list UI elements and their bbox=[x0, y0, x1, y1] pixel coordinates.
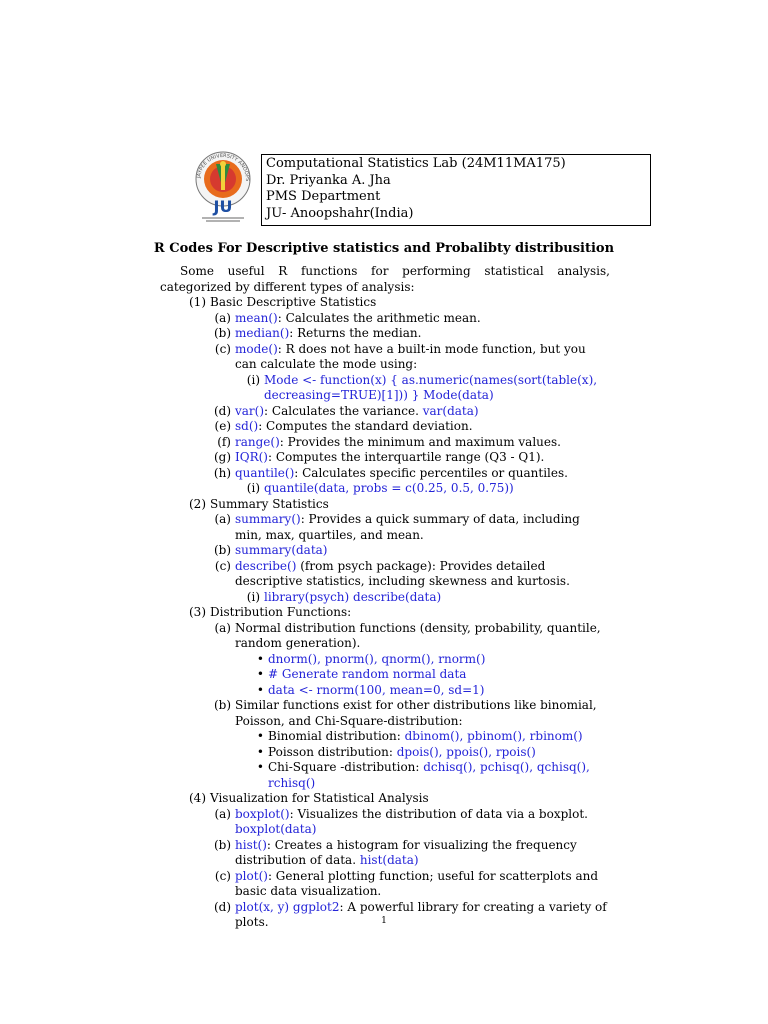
code-snippet: describe() bbox=[235, 558, 297, 573]
list-marker: (e) bbox=[214, 419, 231, 433]
list-marker: (h) bbox=[213, 465, 231, 480]
bullet-item bbox=[160, 652, 610, 668]
list-marker: (2) bbox=[189, 496, 206, 511]
list-marker: • bbox=[256, 667, 264, 681]
section-title: Basic Descriptive Statistics bbox=[210, 295, 377, 309]
code-snippet: IQR() bbox=[235, 450, 268, 464]
intro-paragraph: Some useful R functions for performing statistical analysis, categorized by different types of analysis: bbox=[160, 264, 610, 294]
code-snippet: median() bbox=[235, 326, 290, 340]
code-snippet: var() bbox=[235, 403, 265, 418]
code-snippet: dnorm(), pnorm(), qnorm(), rnorm() bbox=[268, 651, 486, 666]
list-marker: (4) bbox=[189, 791, 206, 805]
sub-item bbox=[160, 373, 610, 404]
item-text: : Calculates the variance. bbox=[264, 403, 423, 418]
item-text: Normal distribution functions (density, probability, quantile, random generation). bbox=[235, 620, 601, 650]
svg-text:JAYPEE UNIVERSITY ANOOPSHAHR: JAYPEE UNIVERSITY ANOOPS bbox=[196, 152, 251, 182]
list-item bbox=[160, 512, 610, 543]
list-marker: (1) bbox=[189, 295, 206, 309]
list-marker: (a) bbox=[214, 310, 231, 325]
list-marker: (a) bbox=[214, 512, 231, 526]
code-snippet: plot(x, y) ggplot2 bbox=[235, 899, 340, 914]
section-heading bbox=[160, 295, 610, 311]
section-title: Visualization for Statistical Analysis bbox=[210, 791, 429, 805]
list-item bbox=[160, 698, 610, 729]
bullet-item bbox=[160, 729, 610, 745]
code-snippet: mode() bbox=[235, 341, 278, 356]
list-item bbox=[160, 419, 610, 435]
document-body bbox=[160, 264, 610, 931]
list-item bbox=[160, 559, 610, 590]
code-snippet: quantile(data, probs = c(0.25, 0.5, 0.75)) bbox=[264, 481, 514, 495]
bullet-text: Poisson distribution: bbox=[268, 744, 397, 759]
item-text: (from psych package): Provides detailed descriptive statistics, including skewness and kurtosis. bbox=[235, 558, 570, 588]
list-marker: (b) bbox=[213, 326, 231, 340]
list-marker: (f) bbox=[217, 434, 231, 449]
institution: JU- Anoopshahr(India) bbox=[266, 205, 414, 221]
list-marker: • bbox=[256, 651, 264, 666]
item-text: : A powerful library for creating a variety of plots. bbox=[235, 899, 607, 929]
list-marker: (d) bbox=[213, 403, 231, 418]
item-text: : Computes the interquartile range (Q3 - Q1). bbox=[267, 450, 545, 464]
bullet-item bbox=[160, 683, 610, 699]
sub-item bbox=[160, 481, 610, 497]
code-example: var(data) bbox=[422, 403, 479, 418]
bullet-item bbox=[160, 760, 610, 791]
course-info-box bbox=[261, 154, 651, 226]
course-title: Computational Statistics Lab (24M11MA175) bbox=[266, 156, 566, 171]
list-marker: (i) bbox=[246, 589, 260, 604]
list-marker: (3) bbox=[189, 605, 206, 619]
list-marker: (c) bbox=[214, 341, 231, 356]
list-marker: (a) bbox=[214, 620, 231, 635]
list-marker: (b) bbox=[213, 543, 231, 557]
item-text: : Visualizes the distribution of data via a boxplot. bbox=[289, 806, 588, 821]
list-marker: • bbox=[256, 729, 264, 743]
code-snippet: dbinom(), pbinom(), rbinom() bbox=[404, 729, 583, 743]
document-title: R Codes For Descriptive statistics and Probalibty distribusition bbox=[153, 241, 615, 256]
section-title: Summary Statistics bbox=[210, 496, 329, 511]
section-heading bbox=[160, 497, 610, 513]
code-snippet: range() bbox=[235, 434, 280, 449]
code-snippet: quantile() bbox=[235, 465, 295, 480]
section-heading bbox=[160, 605, 610, 621]
list-marker: (i) bbox=[246, 372, 260, 387]
code-snippet: dpois(), ppois(), rpois() bbox=[396, 744, 536, 759]
bullet-text: Binomial distribution: bbox=[268, 729, 405, 743]
code-snippet: data <- rnorm(100, mean=0, sd=1) bbox=[268, 682, 485, 697]
svg-text:JU: JU bbox=[213, 197, 233, 216]
sub-item bbox=[160, 590, 610, 606]
list-marker: • bbox=[256, 682, 264, 697]
list-marker: (g) bbox=[213, 450, 231, 464]
code-example: hist(data) bbox=[359, 853, 419, 867]
list-item bbox=[160, 450, 610, 466]
list-item bbox=[160, 543, 610, 559]
bullet-text: Chi-Square -distribution: bbox=[268, 760, 424, 774]
code-example: boxplot(data) bbox=[235, 822, 317, 836]
list-item bbox=[160, 342, 610, 373]
code-snippet: sd() bbox=[235, 419, 259, 433]
department: PMS Department bbox=[266, 189, 381, 204]
code-snippet: # Generate random normal data bbox=[268, 667, 467, 681]
item-text: : Calculates specific percentiles or quantiles. bbox=[294, 465, 568, 480]
list-marker: (c) bbox=[214, 868, 231, 883]
list-item bbox=[160, 404, 610, 420]
university-logo-icon bbox=[192, 146, 254, 226]
bullet-item bbox=[160, 745, 610, 761]
list-item bbox=[160, 621, 610, 652]
item-text: : Calculates the arithmetic mean. bbox=[277, 310, 481, 325]
code-snippet: dchisq(), pchisq(), qchisq(), rchisq() bbox=[268, 760, 590, 790]
item-text: : R does not have a built-in mode function, but you can calculate the mode using: bbox=[235, 341, 586, 371]
list-marker: (a) bbox=[214, 806, 231, 821]
list-marker: (b) bbox=[213, 837, 231, 852]
item-text: : Provides a quick summary of data, including min, max, quartiles, and mean. bbox=[235, 512, 580, 542]
list-item bbox=[160, 311, 610, 327]
item-text: : Provides the minimum and maximum values. bbox=[279, 434, 561, 449]
list-item bbox=[160, 838, 610, 869]
code-snippet: Mode <- function(x) { as.numeric(names(sort(table(x), decreasing=TRUE)[1])) } Mode(data) bbox=[264, 372, 598, 402]
list-item bbox=[160, 807, 610, 838]
item-text: : Computes the standard deviation. bbox=[258, 419, 473, 433]
code-snippet: mean() bbox=[235, 310, 278, 325]
item-text: Similar functions exist for other distributions like binomial, Poisson, and Chi-Square-distribution: bbox=[235, 698, 597, 728]
list-item bbox=[160, 466, 610, 482]
list-marker: • bbox=[256, 760, 264, 774]
code-snippet: plot() bbox=[235, 868, 268, 883]
list-marker: (d) bbox=[213, 899, 231, 914]
code-snippet: summary(data) bbox=[235, 543, 328, 557]
item-text: : Creates a histogram for visualizing the frequency distribution of data. bbox=[235, 837, 577, 867]
list-marker: (i) bbox=[246, 481, 260, 495]
list-marker: (c) bbox=[214, 558, 231, 573]
code-snippet: hist() bbox=[235, 837, 267, 852]
section-title: Distribution Functions: bbox=[210, 605, 352, 619]
code-snippet: boxplot() bbox=[235, 806, 290, 821]
instructor-name: Dr. Priyanka A. Jha bbox=[266, 172, 391, 188]
list-marker: (b) bbox=[213, 698, 231, 712]
code-snippet: library(psych) describe(data) bbox=[264, 589, 442, 604]
list-item bbox=[160, 435, 610, 451]
list-item bbox=[160, 869, 610, 900]
section-heading bbox=[160, 791, 610, 807]
list-item bbox=[160, 326, 610, 342]
page-number: 1 bbox=[381, 916, 387, 926]
code-snippet: summary() bbox=[235, 512, 301, 526]
list-marker: • bbox=[256, 744, 264, 759]
item-text: : General plotting function; useful for scatterplots and basic data visualization. bbox=[235, 868, 599, 898]
bullet-item bbox=[160, 667, 610, 683]
item-text: : Returns the median. bbox=[289, 326, 422, 340]
